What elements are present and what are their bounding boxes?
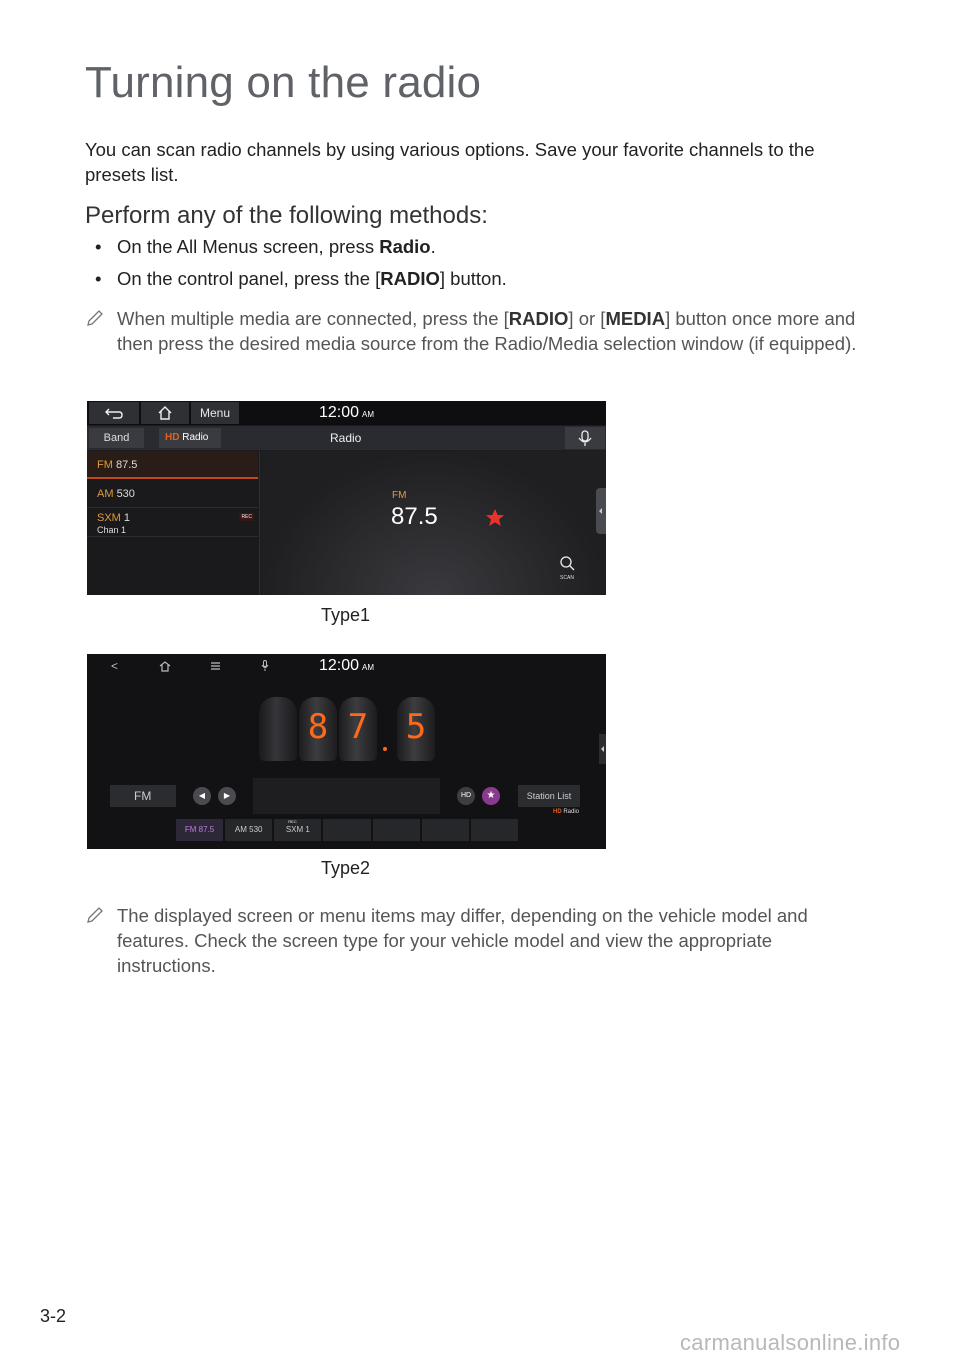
side-panel-handle[interactable] xyxy=(596,488,606,534)
preset-button[interactable]: FM 87.5 xyxy=(176,819,223,841)
menu-button[interactable]: Menu xyxy=(191,402,239,424)
voice-button[interactable] xyxy=(565,427,605,449)
rec-badge: REC xyxy=(241,514,252,520)
favorite-star-icon[interactable]: ★ xyxy=(482,787,500,805)
list-item[interactable]: SXM 1 Chan 1 REC xyxy=(87,509,258,537)
band-button[interactable]: Band xyxy=(89,428,144,448)
current-band: FM xyxy=(392,490,407,501)
clock: 12:00 AM xyxy=(319,404,375,421)
bullet-dot-icon: • xyxy=(95,236,102,257)
back-arrow-icon xyxy=(105,407,123,419)
hd-logo-icon: HD xyxy=(165,432,180,443)
seek-back-button[interactable] xyxy=(193,787,211,805)
preset-button[interactable] xyxy=(373,819,420,841)
list-item[interactable]: FM 87.5 xyxy=(87,451,258,479)
screen-title: Radio xyxy=(330,431,362,445)
station-info-display xyxy=(253,778,440,814)
nixie-tube: 5 xyxy=(397,697,435,761)
back-button[interactable] xyxy=(89,402,139,424)
pencil-note-icon xyxy=(85,905,105,925)
note-screen-differences: The displayed screen or menu items may differ, depending on the vehicle model and features. Check the screen type for your vehicle model and view the appropriate instructions. xyxy=(85,903,860,978)
note-media-selection: When multiple media are connected, press the [RADIO] or [MEDIA] button once more and then press the desired media source from the Radio/Media selection window (if equipped). xyxy=(85,306,860,356)
back-icon[interactable]: < xyxy=(111,659,119,673)
home-button[interactable] xyxy=(141,402,189,424)
bullet-dot-icon: • xyxy=(95,268,102,289)
type1-caption: Type1 xyxy=(321,605,371,625)
type2-radio-screen xyxy=(87,654,606,849)
hd-radio-button[interactable]: HD Radio xyxy=(159,428,221,448)
bullet-item: • On the control panel, press the [RADIO] button. xyxy=(95,268,507,289)
methods-heading: Perform any of the following methods: xyxy=(85,202,488,229)
chevron-left-icon: ◀ xyxy=(198,791,206,800)
preset-button[interactable] xyxy=(422,819,469,841)
preset-button[interactable] xyxy=(471,819,518,841)
hd-button[interactable]: HD xyxy=(457,787,475,805)
page-title: Turning on the radio xyxy=(85,58,482,107)
now-playing-panel xyxy=(261,451,606,595)
chevron-left-icon xyxy=(599,734,606,764)
home-icon[interactable] xyxy=(159,661,171,672)
decimal-point xyxy=(383,747,387,751)
side-panel-handle[interactable] xyxy=(599,734,606,764)
watermark: carmanualsonline.info xyxy=(680,1330,901,1355)
microphone-icon xyxy=(565,427,605,449)
menu-icon[interactable] xyxy=(211,662,220,670)
bullet-item: • On the All Menus screen, press Radio. xyxy=(95,236,436,257)
hd-radio-logo: HD Radio xyxy=(553,809,580,815)
page-number: 3-2 xyxy=(40,1306,67,1326)
nixie-tube-empty xyxy=(259,697,297,761)
intro-paragraph: You can scan radio channels by using various options. Save your favorite channels to the presets list. xyxy=(85,139,815,185)
nixie-tube: 7 xyxy=(339,697,377,761)
scan-icon xyxy=(555,555,579,571)
pencil-note-icon xyxy=(85,308,105,328)
list-item[interactable]: AM 530 xyxy=(87,480,258,508)
current-frequency: 87.5 xyxy=(391,503,438,530)
nixie-tube: 8 xyxy=(299,697,337,761)
band-button[interactable]: FM xyxy=(110,785,176,807)
rec-badge: REC xyxy=(288,819,297,824)
favorite-star-icon[interactable] xyxy=(485,508,505,527)
type1-radio-screen xyxy=(87,401,606,595)
preset-button[interactable] xyxy=(323,819,370,841)
clock: 12:00 AM xyxy=(319,657,375,674)
preset-bar xyxy=(176,819,518,841)
microphone-icon[interactable] xyxy=(261,660,269,672)
preset-button[interactable]: AM 530 xyxy=(225,819,272,841)
seek-forward-button[interactable] xyxy=(218,787,236,805)
station-list-button[interactable]: Station List xyxy=(518,785,580,807)
preset-button[interactable]: REC SXM 1 xyxy=(274,819,321,841)
chevron-left-icon xyxy=(596,488,606,534)
station-list xyxy=(87,451,260,595)
home-icon xyxy=(157,406,173,420)
type2-caption: Type2 xyxy=(321,858,371,878)
scan-button[interactable]: SCAN xyxy=(555,555,579,581)
chevron-right-icon: ▶ xyxy=(223,791,231,800)
